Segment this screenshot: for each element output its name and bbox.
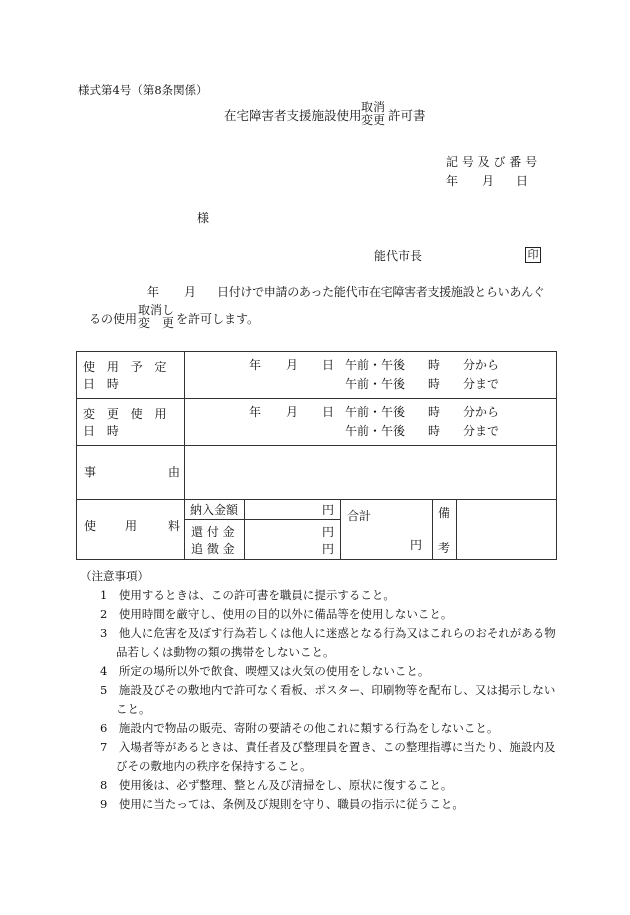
label-reason-b: 由 bbox=[168, 465, 181, 479]
title-alt-cancel: 取消 bbox=[361, 100, 386, 114]
statement-alternatives bbox=[138, 304, 174, 330]
planned-end-min: 分まで bbox=[463, 377, 500, 391]
official-seal: 印 bbox=[525, 247, 541, 263]
payment-yen: 円 bbox=[321, 503, 334, 517]
label-refund: 還 付 金 bbox=[191, 525, 235, 539]
statement-alt-cancel: 取消し bbox=[138, 303, 175, 317]
addressee-suffix: 様 bbox=[197, 211, 210, 225]
statement-alt-change: 変 更 bbox=[138, 316, 175, 331]
label-reason-a: 事 bbox=[84, 465, 97, 479]
title-alternatives bbox=[361, 101, 385, 127]
changed-month: 月 bbox=[286, 405, 299, 419]
issuer-name: 能代市長 bbox=[374, 249, 423, 263]
remarks-field[interactable] bbox=[457, 500, 557, 560]
note-item: 1 使用するときは、この許可書を職員に提示すること。 bbox=[100, 588, 395, 602]
label-changed-datetime: 変 更 使 用 日 時 bbox=[77, 399, 185, 446]
total-yen: 円 bbox=[409, 538, 422, 552]
title-main: 在宅障害者支援施設使用 bbox=[224, 108, 362, 123]
label-remarks-a: 備 bbox=[438, 506, 451, 520]
label-reason bbox=[77, 446, 185, 500]
statement-line2-prefix: るの使用 bbox=[89, 312, 138, 326]
planned-day: 日 bbox=[322, 358, 335, 372]
issue-date-month: 月 bbox=[482, 174, 495, 188]
changed-datetime-field[interactable] bbox=[185, 399, 557, 446]
label-fee-a: 使 bbox=[84, 519, 97, 533]
note-item: 3 他人に危害を及ぼす行為若しくは他人に迷惑となる行為又はこれらのおそれがある物品若しくは動物の類の携帯をしないこと。 bbox=[100, 626, 556, 659]
label-refund-extra bbox=[185, 520, 245, 560]
title-alt-change: 変更 bbox=[361, 113, 386, 128]
form-number: 様式第4号（第8条関係） bbox=[78, 83, 208, 97]
planned-year: 年 bbox=[249, 358, 262, 372]
notes-section bbox=[80, 567, 556, 814]
title-suffix: 許可書 bbox=[388, 108, 426, 123]
note-item: 5 施設及びその敷地内で許可なく看板、ポスター、印刷物等を配布し、又は掲示しないこと。 bbox=[100, 683, 556, 716]
planned-month: 月 bbox=[286, 358, 299, 372]
row-changed-datetime bbox=[77, 399, 557, 446]
notes-title: （注意事項） bbox=[80, 569, 149, 583]
label-remarks-b: 考 bbox=[438, 541, 451, 555]
note-item: 6 施設内で物品の販売、寄附の要請その他これに類する行為をしないこと。 bbox=[100, 721, 499, 735]
label-fee-c: 料 bbox=[168, 519, 181, 533]
changed-start-hour: 時 bbox=[428, 405, 441, 419]
changed-start-ampm: 午前・午後 bbox=[345, 405, 406, 419]
label-fee bbox=[77, 500, 185, 560]
changed-start-min: 分から bbox=[463, 405, 500, 419]
note-item: 4 所定の場所以外で飲食、喫煙又は火気の使用をしないこと。 bbox=[100, 664, 430, 678]
total-field[interactable] bbox=[341, 500, 433, 560]
statement-year: 年 bbox=[147, 285, 160, 299]
label-remarks bbox=[433, 500, 457, 560]
changed-end-min: 分まで bbox=[463, 424, 500, 438]
label-extra: 追 徴 金 bbox=[191, 542, 235, 556]
planned-start-hour: 時 bbox=[428, 358, 441, 372]
changed-end-ampm: 午前・午後 bbox=[345, 424, 406, 438]
statement-line2-suffix: を許可します。 bbox=[176, 312, 260, 326]
label-fee-b: 用 bbox=[125, 519, 138, 533]
label-payment: 納入金額 bbox=[185, 500, 245, 520]
changed-day: 日 bbox=[322, 405, 335, 419]
issue-date-day: 日 bbox=[516, 174, 529, 188]
reason-field[interactable] bbox=[185, 446, 557, 500]
usage-table bbox=[76, 351, 557, 560]
planned-datetime-field[interactable] bbox=[185, 352, 557, 399]
total-label: 合計 bbox=[347, 509, 372, 523]
row-planned-datetime bbox=[77, 352, 557, 399]
note-item: 9 使用に当たっては、条例及び規則を守り、職員の指示に従うこと。 bbox=[100, 797, 464, 811]
refund-yen: 円 bbox=[321, 525, 334, 539]
payment-amount-field[interactable] bbox=[245, 500, 341, 520]
row-reason bbox=[77, 446, 557, 500]
planned-end-hour: 時 bbox=[428, 377, 441, 391]
note-item: 7 入場者等があるときは、責任者及び整理員を置き、この整理指導に当たり、施設内及びその敷地内の秩序を保持すること。 bbox=[100, 740, 556, 773]
statement-month: 月 bbox=[184, 285, 197, 299]
planned-end-ampm: 午前・午後 bbox=[345, 377, 406, 391]
extra-yen: 円 bbox=[321, 542, 334, 556]
refund-amount-field[interactable] bbox=[245, 520, 341, 560]
changed-end-hour: 時 bbox=[428, 424, 441, 438]
changed-year: 年 bbox=[249, 405, 262, 419]
planned-start-ampm: 午前・午後 bbox=[345, 358, 406, 372]
row-fee-payment bbox=[77, 500, 557, 520]
note-item: 8 使用後は、必ず整理、整とん及び清掃をし、原状に復すること。 bbox=[100, 778, 453, 792]
statement-line1: 日付けで申請のあった能代市在宅障害者支援施設とらいあんぐ bbox=[217, 285, 545, 299]
issue-date-year: 年 bbox=[446, 174, 459, 188]
record-number-label: 記 号 及 び 番 号 bbox=[446, 155, 538, 169]
planned-start-min: 分から bbox=[463, 358, 500, 372]
label-planned-datetime: 使 用 予 定 日 時 bbox=[77, 352, 185, 399]
note-item: 2 使用時間を厳守し、使用の目的以外に備品等を使用しないこと。 bbox=[100, 607, 453, 621]
